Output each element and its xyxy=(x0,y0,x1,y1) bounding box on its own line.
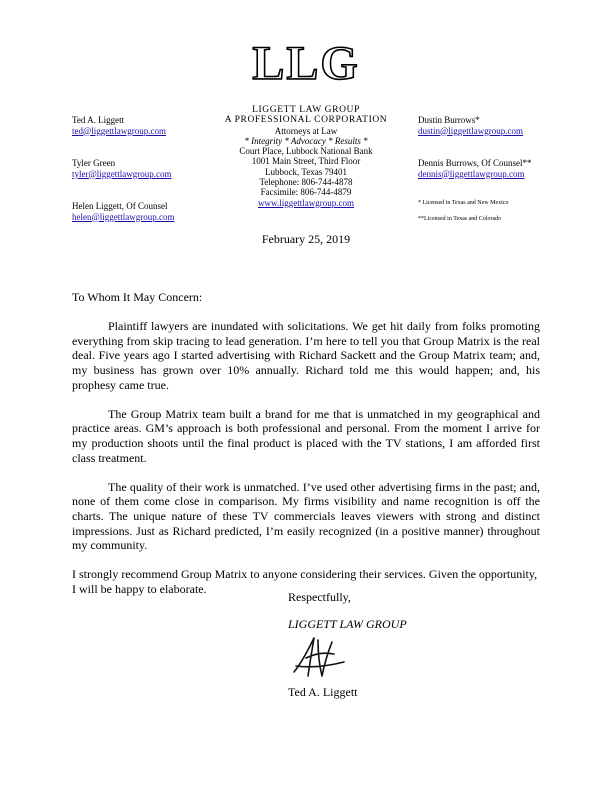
license-note: * Licensed in Texas and New Mexico xyxy=(418,200,509,206)
attorney-email-link[interactable]: helen@liggettlawgroup.com xyxy=(72,211,175,222)
attorney-name: Tyler Green xyxy=(72,158,116,168)
license-note: **Licensed in Texas and Colorado xyxy=(418,216,502,222)
letter-body xyxy=(72,290,540,611)
corporation-line: A PROFESSIONAL CORPORATION xyxy=(224,115,388,126)
right-attorney-column xyxy=(418,115,578,231)
attorney-email-link[interactable]: ted@liggettlawgroup.com xyxy=(72,125,167,136)
valediction: Respectfully, xyxy=(288,590,351,604)
handwritten-signature xyxy=(288,632,348,680)
attorney-name: Ted A. Liggett xyxy=(72,115,125,125)
closing-firm-name: LIGGETT LAW GROUP xyxy=(288,616,407,631)
address-line-1: Court Place, Lubbock National Bank xyxy=(239,146,373,157)
attorney-name: Helen Liggett, Of Counsel xyxy=(72,201,168,211)
telephone-line: Telephone: 806-744-4878 xyxy=(259,177,353,188)
salutation: To Whom It May Concern: xyxy=(72,290,203,304)
body-paragraph: Plaintiff lawyers are inundated with solicitations. We get hit daily from folks promoting everything from skip tracing to lead generation. I’m here to tell you that Group Matrix is the real deal. Five years ago I started advertising with Richard Sackett and the Group Matrix team; and, my business has grown over 10% annually. Richard told me this would happen; and, his prophesy came true. xyxy=(72,319,540,392)
attorney-entry xyxy=(418,158,578,179)
firm-name: LIGGETT LAW GROUP xyxy=(252,105,360,115)
attorney-name: Dennis Burrows, Of Counsel** xyxy=(418,158,532,168)
attorney-email-link[interactable]: dennis@liggettlawgroup.com xyxy=(418,168,525,179)
body-paragraph: I strongly recommend Group Matrix to anyone considering their services. Given the opportunity, I will be happy to elaborate. xyxy=(72,567,538,596)
body-paragraph: The Group Matrix team built a brand for me that is unmatched in my geographical and practice areas. GM’s approach is both professional and personal. From the moment I arrive for my production shoots until the final product is placed with the TV stations, I am afforded first class treatment. xyxy=(72,406,540,465)
body-paragraph: The quality of their work is unmatched. I’ve used other advertising firms in the past; and, none of them come close in comparison. My firms visibility and name recognition is off the charts. The unique nature of these TV commercials leaves viewers with strong and distinct impressions. Just as Richard predicted, I’m easily recognized (in a positive manner) throughout my community. xyxy=(72,479,540,553)
address-line-3: Lubbock, Texas 79401 xyxy=(265,166,347,177)
attorney-email-link[interactable]: tyler@liggettlawgroup.com xyxy=(72,168,172,179)
letterhead-center xyxy=(206,105,406,208)
facsimile-line: Facsimile: 806-744-4879 xyxy=(260,187,352,198)
firm-motto: * Integrity * Advocacy * Results * xyxy=(244,135,368,146)
firm-logo: LLG xyxy=(252,37,360,90)
signer-name: Ted A. Liggett xyxy=(288,685,358,699)
letter-date: February 25, 2019 xyxy=(261,232,351,246)
license-notes xyxy=(418,199,578,223)
attorneys-line: Attorneys at Law xyxy=(274,125,338,136)
attorney-name: Dustin Burrows* xyxy=(418,115,480,125)
address-line-2: 1001 Main Street, Third Floor xyxy=(251,156,361,167)
closing-block xyxy=(288,590,407,631)
attorney-entry xyxy=(418,115,578,136)
attorney-email-link[interactable]: dustin@liggettlawgroup.com xyxy=(418,125,524,136)
website-link[interactable]: www.liggettlawgroup.com xyxy=(258,197,354,208)
